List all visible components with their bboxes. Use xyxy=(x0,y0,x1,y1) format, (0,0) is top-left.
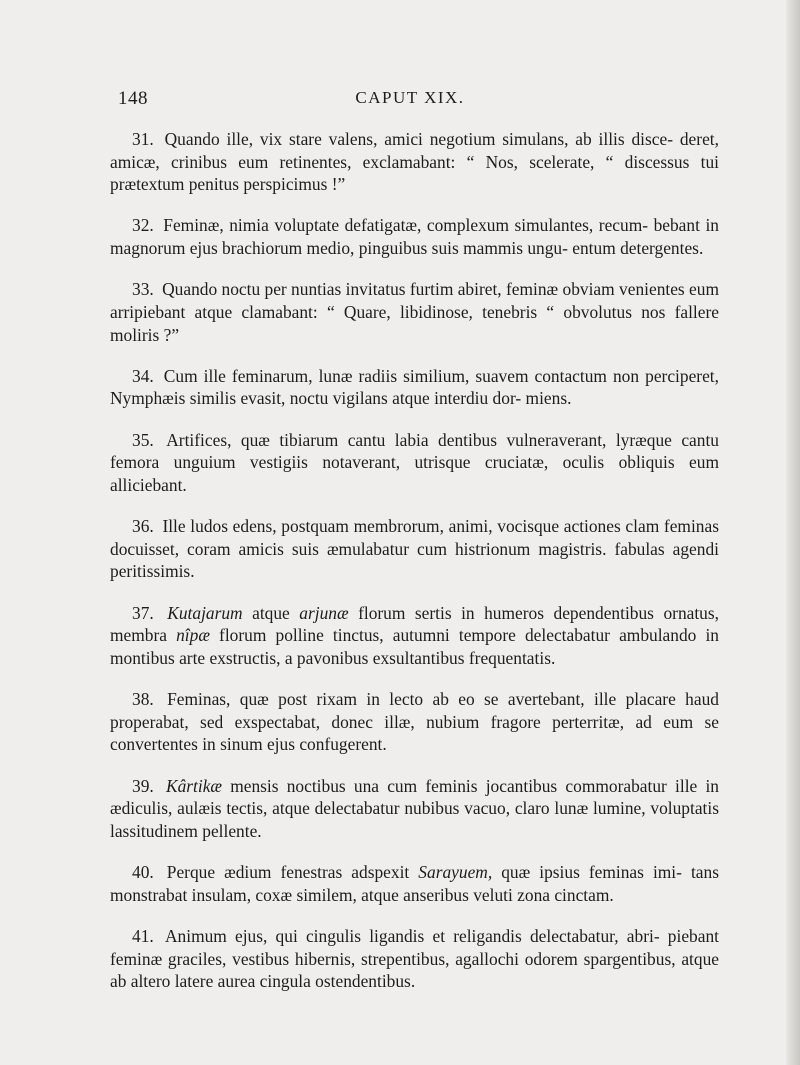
text-line: bebant in magnorum ejus brachiorum medio, pinguibus suis mammis ungu- xyxy=(110,215,719,259)
text-line: Ille ludos edens, postquam membrorum, animi, vocisque actiones clam xyxy=(162,516,660,537)
paragraph-number: 33. xyxy=(132,279,154,300)
paragraph-36 xyxy=(110,515,719,583)
text-line: perciperet, Nymphæis similis evasit, noctu vigilans atque interdiu dor- xyxy=(110,365,719,409)
text-line: Feminas, quæ post rixam in lecto ab eo se avertebant, ille placare xyxy=(167,689,676,710)
text-line: ad eum se convertentes in sinum ejus confugerent. xyxy=(110,711,719,755)
text-fragment: quæ ipsius feminas imi- xyxy=(492,862,682,883)
paragraph-38 xyxy=(110,688,719,756)
paragraph-number: 32. xyxy=(132,215,154,236)
text-line: spargentibus, atque ab altero latere aurea cingula ostendentibus. xyxy=(110,948,719,992)
text-line: ambulando in montibus arte exstructis, a pavonibus exsultantibus frequentatis. xyxy=(110,625,719,668)
paragraph-number: 41. xyxy=(132,925,154,946)
text-line: deret, amicæ, crinibus eum retinentes, exclamabant: “ Nos, scelerate, xyxy=(110,129,719,172)
text-line: fabulas agendi peritissimis. xyxy=(110,538,720,582)
paragraph-number: 36. xyxy=(132,516,154,537)
text-line: feminas docuisset, coram amicis suis æmulabatur cum histrionum magistris. xyxy=(110,516,719,559)
page-edge-shadow xyxy=(786,0,800,1065)
paragraph-35 xyxy=(110,429,719,497)
text-line: “ obvolutus nos fallere moliris ?” xyxy=(110,301,719,345)
text-fragment: atque xyxy=(242,602,300,623)
page-number: 148 xyxy=(118,88,148,109)
text-line: entum detergentes. xyxy=(572,238,704,259)
running-head: CAPUT XIX. xyxy=(355,88,465,107)
text-line: lumine, voluptatis lassitudinem pellente. xyxy=(110,798,719,841)
text-line: cantu femora unguium vestigiis notaverant, utrisque cruciatæ, oculis obliquis xyxy=(110,429,719,473)
paragraph-number: 38. xyxy=(132,689,154,710)
text-fragment: florum polline tinctus, autumni tempore delectabatur xyxy=(209,625,610,646)
text-line: Quando ille, vix stare valens, amici negotium simulans, ab illis disce- xyxy=(164,129,674,149)
text-line: venientes eum arripiebant atque clamabant: “ Quare, libidinose, tenebris xyxy=(110,279,719,322)
italic-term: nîpæ xyxy=(176,625,210,646)
italic-term: Kutajarum xyxy=(167,602,243,623)
paragraph-number: 34. xyxy=(132,365,154,386)
text-line: haud properabat, sed exspectabat, donec illæ, nubium fragore perterritæ, xyxy=(110,689,719,732)
paragraph-41 xyxy=(110,925,719,993)
paragraph-39 xyxy=(110,775,719,843)
text-line: tans monstrabat insulam, coxæ similem, atque anseribus veluti zona cinctam. xyxy=(110,862,719,905)
italic-term: Sarayuem, xyxy=(418,862,493,883)
text-line: piebant feminæ graciles, vestibus hibernis, strepentibus, agallochi odorem xyxy=(110,925,719,969)
text-line: Quando noctu per nuntias invitatus furtim abiret, feminæ obviam xyxy=(162,279,615,300)
text-fragment: Perque ædium fenestras adspexit xyxy=(166,862,419,883)
text-line: Cum ille feminarum, lunæ radiis similium, suavem contactum non xyxy=(163,365,640,386)
text-line: Feminæ, nimia voluptate defatigatæ, complexum simulantes, recum- xyxy=(163,215,649,236)
paragraph-number: 31. xyxy=(132,129,154,149)
paragraph-32 xyxy=(110,214,719,259)
text-fragment: mensis noctibus una cum feminis jocantibus commorabatur xyxy=(222,775,667,796)
paragraph-37 xyxy=(110,602,719,670)
text-line: “ discessus tui prætextum penitus perspicimus !” xyxy=(110,151,719,195)
paragraph-number: 39. xyxy=(132,775,154,796)
paragraph-33 xyxy=(110,278,719,346)
page-header xyxy=(110,88,710,112)
paragraph-40 xyxy=(110,861,719,906)
text-line: ille in ædiculis, aulæis tectis, atque delectabatur nubibus vacuo, claro lunæ xyxy=(110,775,719,819)
text-line: eum alliciebant. xyxy=(110,452,719,495)
text-line: Animum ejus, qui cingulis ligandis et religandis delectabatur, abri- xyxy=(164,925,660,946)
italic-term: arjunæ xyxy=(299,602,349,623)
text-line: Artifices, quæ tibiarum cantu labia dentibus vulneraverant, lyræque xyxy=(166,429,672,450)
text-fragment: florum sertis in humeros dependentibus xyxy=(348,602,654,623)
italic-term: Kârtikæ xyxy=(165,775,223,796)
paragraph-34 xyxy=(110,365,719,410)
paragraph-number: 40. xyxy=(132,862,154,883)
paragraph-number: 35. xyxy=(132,429,154,450)
text-fragment: ornatus, membra xyxy=(110,602,719,646)
paragraph-number: 37. xyxy=(132,602,154,623)
text-line: miens. xyxy=(525,388,572,409)
body-text xyxy=(110,128,719,1011)
paragraph-31 xyxy=(110,128,719,196)
